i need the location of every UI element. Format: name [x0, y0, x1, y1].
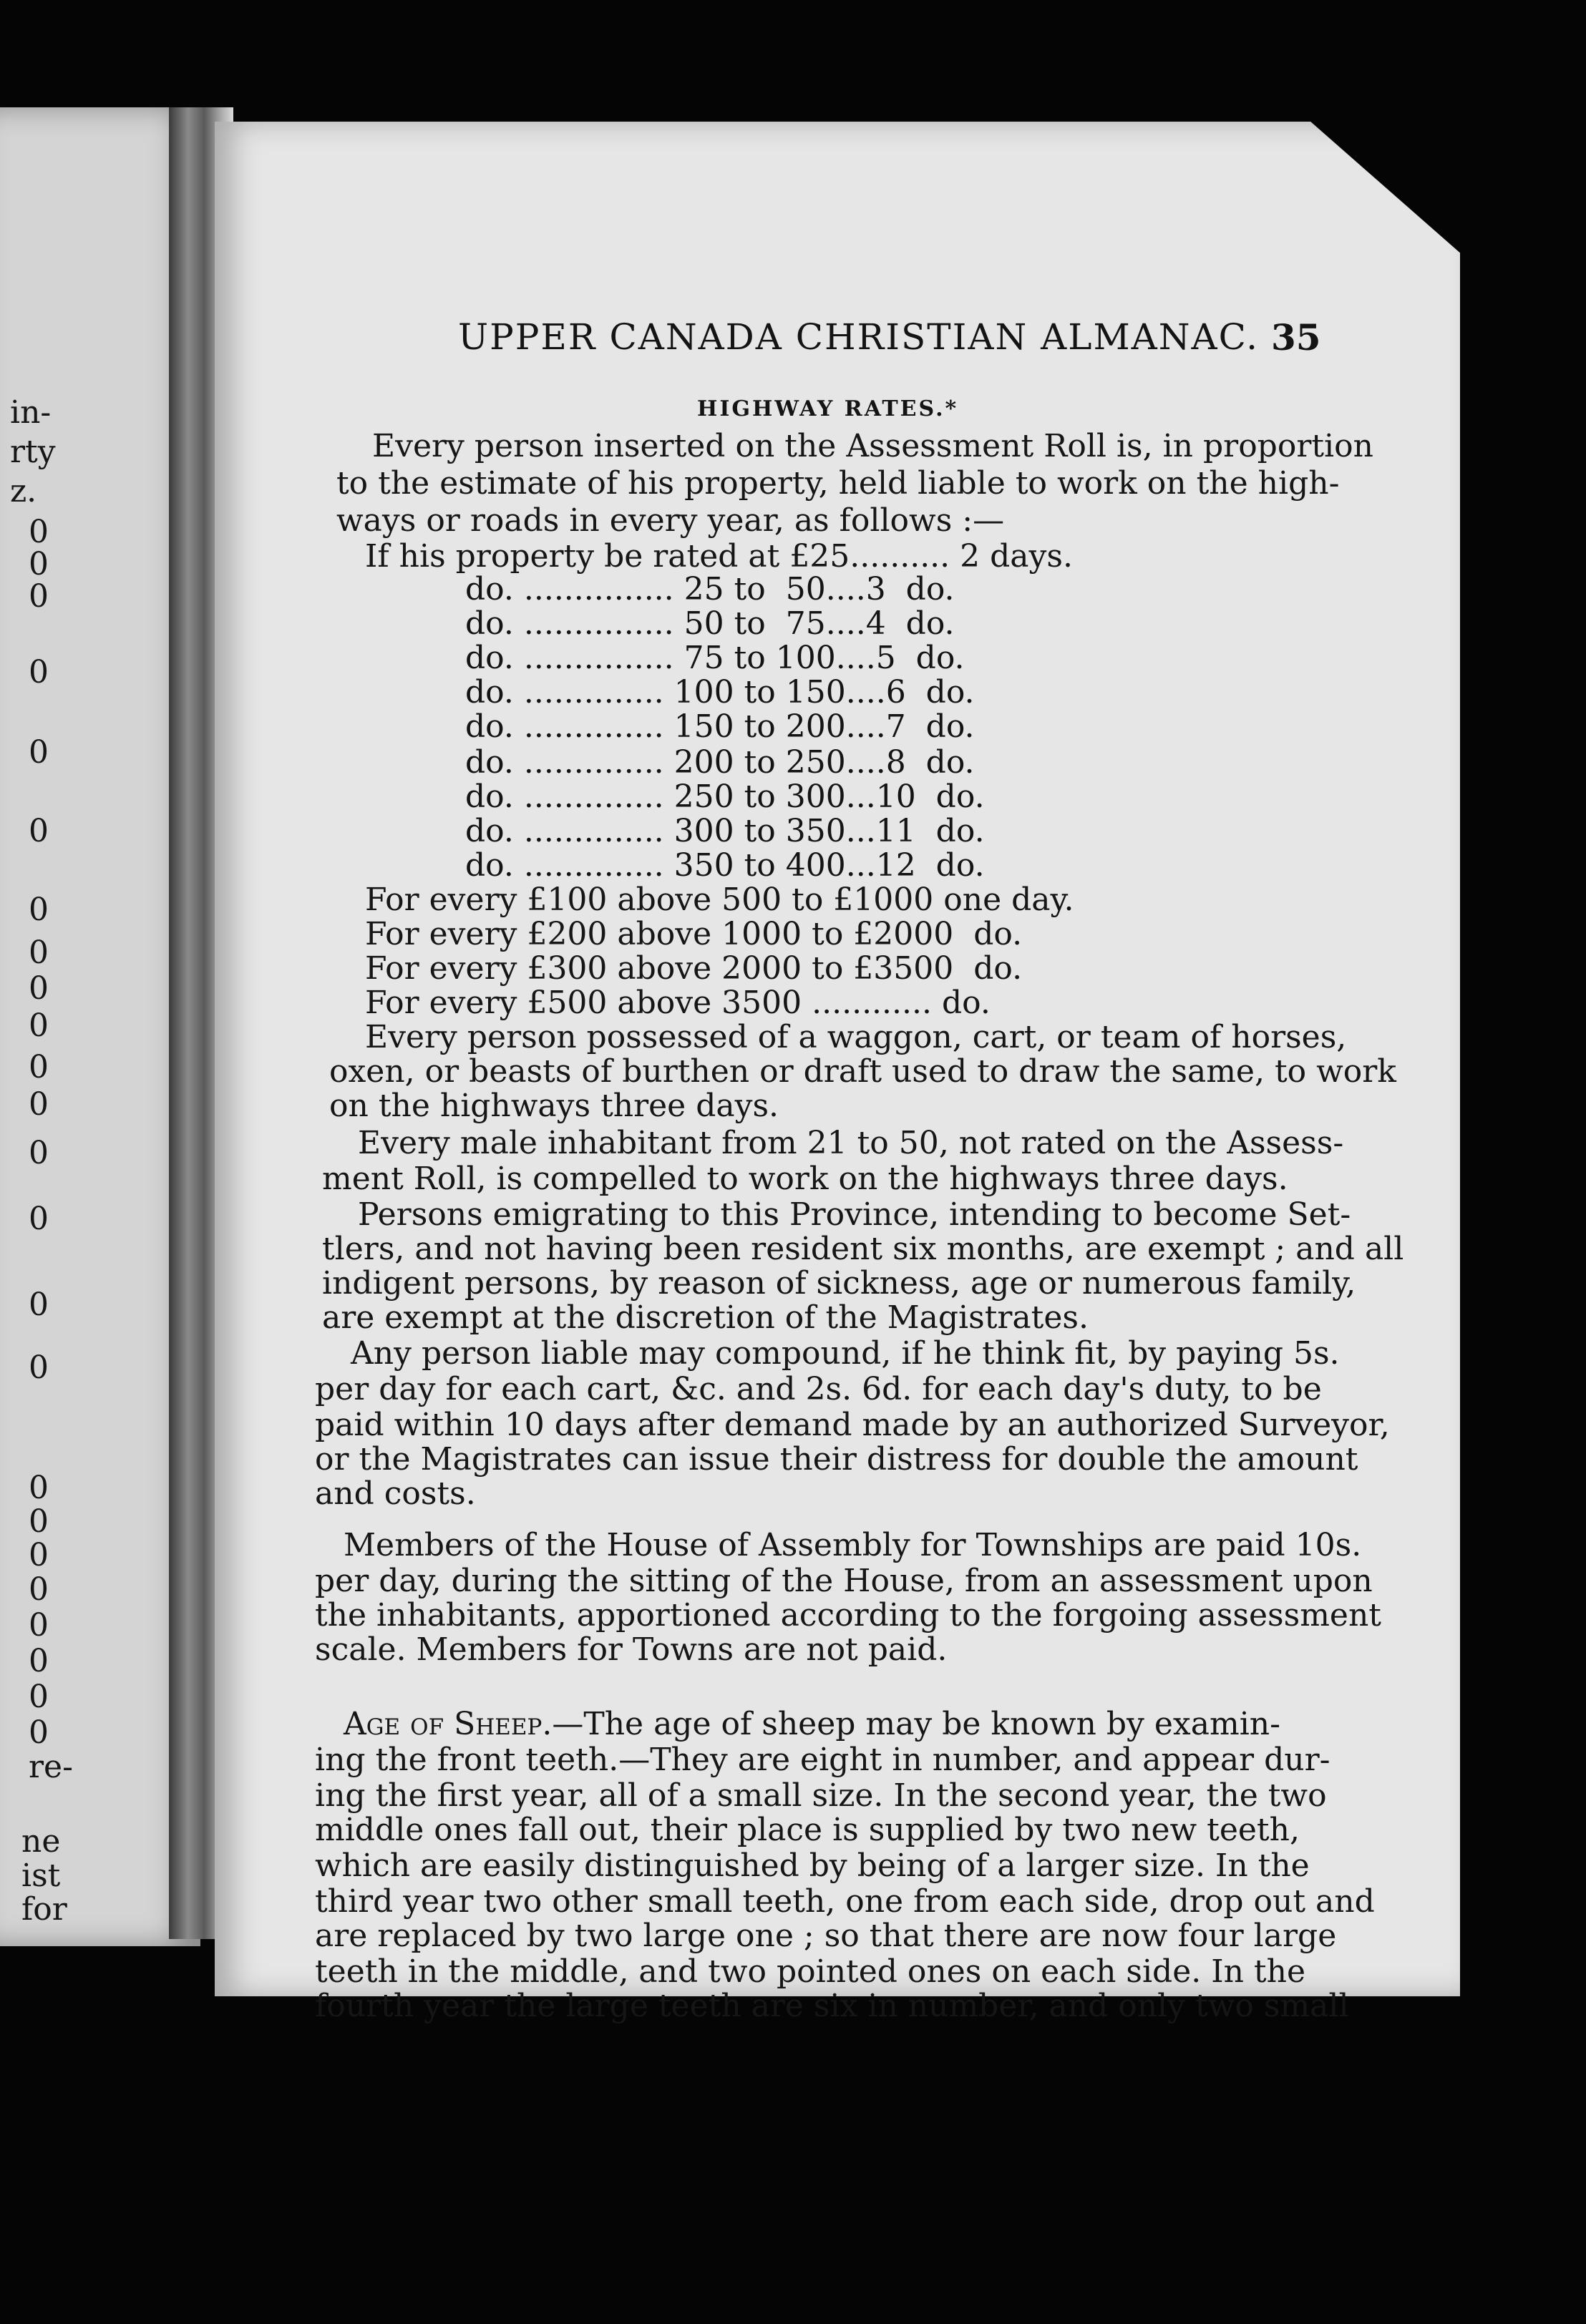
page-number: 35 [1271, 316, 1321, 358]
left-fragment: 0 [29, 1349, 49, 1386]
left-fragment: 0 [29, 1537, 49, 1573]
left-fragment: 0 [29, 1286, 49, 1323]
rate-row: do. .............. 250 to 300...10 do. [465, 778, 985, 815]
sheep-line: which are easily distinguished by being of a larger size. In the [315, 1847, 1310, 1884]
sheep-line: middle ones fall out, their place is supplied by two new teeth, [315, 1812, 1300, 1848]
rate-row: do. .............. 200 to 250....8 do. [465, 744, 975, 781]
left-fragment: ne [21, 1823, 61, 1860]
left-fragment: 0 [29, 1201, 49, 1237]
paragraph-line: Any person liable may compound, if he think fit, by paying 5s. [351, 1335, 1340, 1372]
left-fragment: 0 [29, 1643, 49, 1679]
paragraph-line: Persons emigrating to this Province, intending to become Set- [358, 1196, 1351, 1233]
left-fragment: 0 [29, 934, 49, 971]
intro-line: ways or roads in every year, as follows :— [336, 502, 1005, 539]
section-title: HIGHWAY RATES.* [697, 396, 959, 421]
left-fragment: 0 [29, 514, 49, 550]
left-fragment: for [21, 1891, 67, 1928]
intro-line: Every person inserted on the Assessment Roll is, in proportion [372, 428, 1373, 464]
left-fragment: 0 [29, 654, 49, 690]
paragraph-line: or the Magistrates can issue their distress for double the amount [315, 1441, 1358, 1478]
rate-row: do. .............. 350 to 400...12 do. [465, 847, 985, 884]
paragraph-line: per day for each cart, &c. and 2s. 6d. for each day's duty, to be [315, 1371, 1322, 1407]
intro-line: If his property be rated at £25.......... 2 days. [365, 538, 1073, 575]
paragraph-line: ment Roll, is compelled to work on the highways three days. [322, 1161, 1288, 1197]
rate-row: do. .............. 150 to 200....7 do. [465, 708, 975, 745]
left-fragment: 0 [29, 1086, 49, 1123]
left-fragment: rty [10, 434, 56, 470]
sheep-paragraph-first-line [344, 1706, 1280, 1743]
left-fragment: 0 [29, 1571, 49, 1608]
left-fragment: ist [21, 1857, 61, 1894]
left-fragment: 0 [29, 1470, 49, 1506]
running-header: UPPER CANADA CHRISTIAN ALMANAC. [458, 316, 1259, 358]
left-fragment: 0 [29, 1714, 49, 1751]
left-fragment: z. [10, 473, 37, 509]
above-rate-row: For every £100 above 500 to £1000 one day. [365, 882, 1074, 918]
left-fragment: 0 [29, 1503, 49, 1540]
sheep-line: —The age of sheep may be known by examin- [552, 1706, 1280, 1742]
paragraph-line: per day, during the sitting of the House, from an assessment upon [315, 1563, 1373, 1599]
paragraph-line: are exempt at the discretion of the Magistrates. [322, 1299, 1089, 1336]
rate-row: do. .............. 300 to 350...11 do. [465, 813, 985, 849]
sheep-line: third year two other small teeth, one from each side, drop out and [315, 1883, 1375, 1920]
sheep-line: teeth in the middle, and two pointed ones on each side. In the [315, 1953, 1305, 1990]
paragraph-line: on the highways three days. [329, 1088, 779, 1124]
sheep-line: are replaced by two large one ; so that there are now four large [315, 1918, 1337, 1954]
left-fragment: re- [29, 1749, 73, 1785]
left-fragment: 0 [29, 892, 49, 928]
sheep-heading: Age of Sheep. [344, 1706, 553, 1742]
left-fragment: 0 [29, 546, 49, 582]
paragraph-line: oxen, or beasts of burthen or draft used to draw the same, to work [329, 1053, 1396, 1090]
paragraph-line: Members of the House of Assembly for Townships are paid 10s. [344, 1527, 1362, 1563]
above-rate-row: For every £300 above 2000 to £3500 do. [365, 950, 1023, 987]
sheep-line: fourth year the large teeth are six in number, and only two small [315, 1988, 1349, 2024]
paragraph-line: and costs. [315, 1475, 476, 1512]
sheep-line: ing the first year, all of a small size. In the second year, the two [315, 1777, 1327, 1814]
left-fragment: 0 [29, 578, 49, 615]
left-fragment: 0 [29, 1135, 49, 1171]
paragraph-line: tlers, and not having been resident six months, are exempt ; and all [322, 1231, 1404, 1267]
rate-row: do. ............... 25 to 50....3 do. [465, 571, 955, 607]
left-fragment: 0 [29, 1049, 49, 1085]
rate-row: do. ............... 75 to 100....5 do. [465, 640, 965, 676]
left-fragment: 0 [29, 1607, 49, 1644]
left-fragment: 0 [29, 1679, 49, 1715]
paragraph-line: scale. Members for Towns are not paid. [315, 1631, 948, 1668]
left-fragment: 0 [29, 970, 49, 1007]
left-fragment: 0 [29, 734, 49, 771]
paragraph-line: Every person possessed of a waggon, cart, or team of horses, [365, 1019, 1347, 1055]
paragraph-line: Every male inhabitant from 21 to 50, not rated on the Assess- [358, 1125, 1344, 1161]
intro-line: to the estimate of his property, held liable to work on the high- [336, 465, 1340, 502]
left-fragment: 0 [29, 813, 49, 849]
left-fragment: in- [10, 394, 52, 431]
above-rate-row: For every £500 above 3500 ............ do. [365, 985, 991, 1021]
paragraph-line: the inhabitants, apportioned according to the forgoing assessment [315, 1597, 1381, 1634]
paragraph-line: paid within 10 days after demand made by an authorized Surveyor, [315, 1407, 1390, 1443]
rate-row: do. ............... 50 to 75....4 do. [465, 605, 955, 642]
left-fragment: 0 [29, 1007, 49, 1044]
rate-row: do. .............. 100 to 150....6 do. [465, 674, 975, 711]
above-rate-row: For every £200 above 1000 to £2000 do. [365, 916, 1023, 952]
sheep-line: ing the front teeth.—They are eight in number, and appear dur- [315, 1742, 1330, 1778]
paragraph-line: indigent persons, by reason of sickness, age or numerous family, [322, 1265, 1356, 1302]
